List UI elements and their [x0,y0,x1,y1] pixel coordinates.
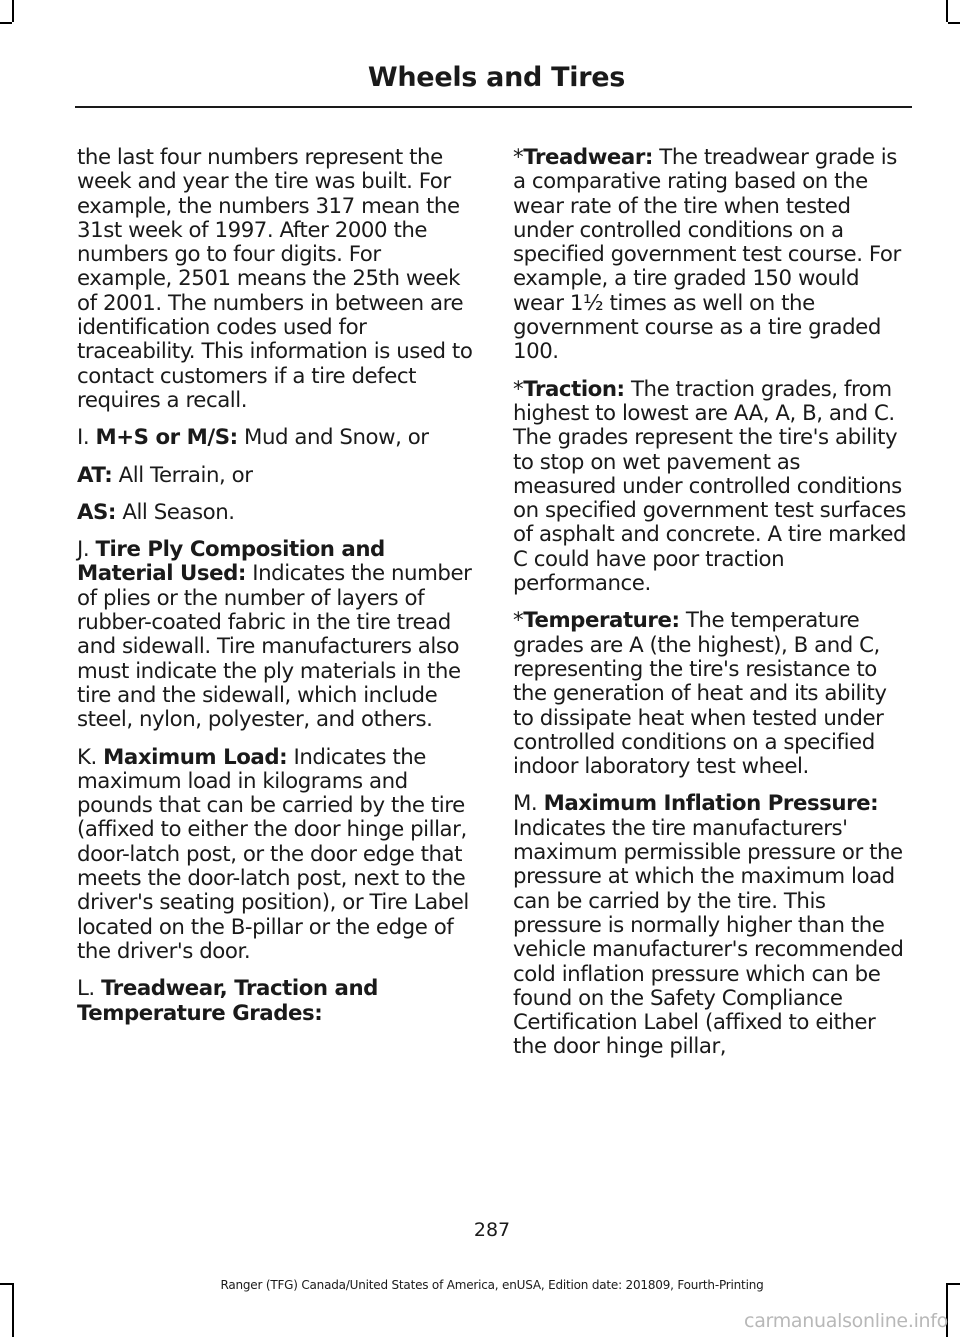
paragraph-temperature [513,609,909,779]
paragraph-item-l [77,977,473,1026]
footer-edition: Ranger (TFG) Canada/United States of America, enUSA, Edition date: 201809, Fourth-Printing [220,1278,764,1292]
term-temperature: Temperature: [523,608,680,634]
crop-mark [12,0,14,22]
term-treadwear: Treadwear: [523,145,653,170]
term-ply-composition: Tire Ply Composition and Material Used: [77,537,385,587]
left-column [77,146,473,1039]
item-text: Mud and Snow, or [237,425,429,451]
watermark: carmanualsonline.info [744,1310,948,1332]
crop-mark [946,0,948,22]
paragraph-traction [513,378,909,597]
item-prefix: L. [77,976,102,1002]
item-text: All Terrain, or [112,462,253,488]
item-prefix: * [513,376,524,402]
term-all-season: AS: [77,499,116,525]
term-traction: Traction: [523,376,625,402]
item-prefix: M. [513,791,544,817]
term-all-terrain: AT: [77,462,113,488]
item-text: The treadwear grade is a comparative rating based on the wear rate of the tire when tested under controlled conditions on a specified government test course. For example, a tire graded 150 would wear 1½ times as well on the government course as a tire graded 100. [513,145,901,365]
item-text: Indicates the maximum load in kilograms and pounds that can be carried by the tire (affixed to either the door hinge pillar, door-latch post, or the door edge that meets the door-latch post, next to the driver's seating position), or Tire Label located on the B-pillar or the edge of the driver's door. [77,744,469,964]
crop-mark [0,22,12,24]
item-text: All Season. [116,499,235,525]
item-prefix: * [513,145,524,170]
item-text: Indicates the number of plies or the number of layers of rubber-coated fabric in the tire tread and sidewall. Tire manufacturers also must indicate the ply materials in the tire and the sidewall, which include steel, nylon, polyester, and others. [77,561,472,733]
page-title: Wheels and Tires [367,62,625,93]
paragraph-treadwear [513,146,909,365]
header-divider [75,106,912,108]
item-prefix: K. [77,744,104,770]
term-mud-snow: M+S or M/S: [95,425,238,451]
page-number: 287 [473,1219,511,1241]
item-prefix: * [513,608,524,634]
right-column [513,146,909,1073]
item-prefix: J. [77,537,96,563]
paragraph-all-terrain [77,464,473,488]
item-text: The traction grades, from highest to lowest are AA, A, B, and C. The grades represent the tire's ability to stop on wet pavement as measured under controlled conditions on specified government test surfaces of asphalt and concrete. A tire marked C could have poor traction performance. [513,376,907,597]
paragraph-item-i [77,426,473,450]
item-prefix: I. [77,425,96,451]
paragraph-item-k [77,746,473,965]
term-utqg-grades: Treadwear, Traction and Temperature Grades: [77,976,378,1026]
paragraph-week-year: the last four numbers represent the week and year the tire was built. For example, the numbers 317 mean the 31st week of 1997. After 2000 the numbers go to four digits. For example, 2501 means the 25th week of 2001. The numbers in between are identification codes used for traceability. This information is used to contact customers if a tire defect requires a recall. [77,145,473,413]
item-text: The temperature grades are A (the highest), B and C, representing the tire's resistance to the generation of heat and its ability to dissipate heat when tested under controlled conditions on a specified indoor laboratory test wheel. [513,608,887,780]
item-text: Indicates the tire manufacturers' maximum permissible pressure or the pressure at which the maximum load can be carried by the tire. This pressure is normally higher than the vehicle manufacturer's recommended cold inflation pressure which can be found on the Safety Compliance Certification Label (affixed to either the door hinge pillar, [513,815,904,1060]
paragraph-all-season [77,501,473,525]
term-maximum-load: Maximum Load: [103,744,288,770]
crop-mark [948,22,960,24]
paragraph-item-m [513,792,909,1059]
paragraph-item-j [77,538,473,732]
term-maximum-inflation-pressure: Maximum Inflation Pressure: [543,791,879,817]
